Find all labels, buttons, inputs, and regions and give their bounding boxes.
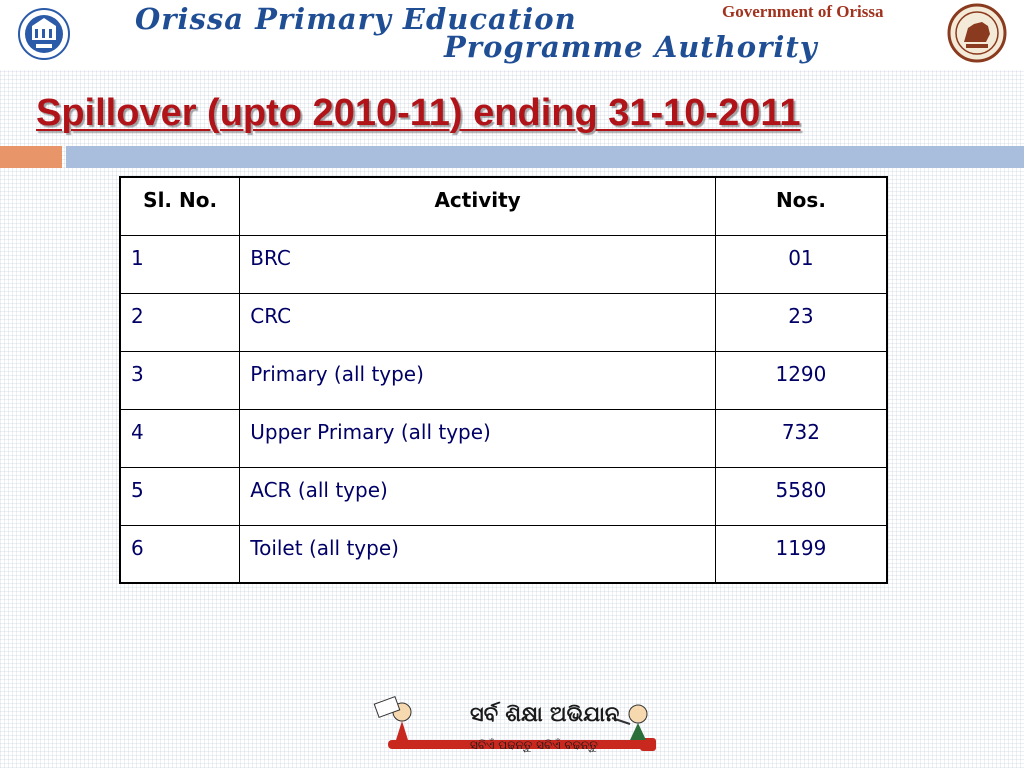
activity-table [119, 176, 888, 584]
cell-activity: Toilet (all type) [240, 525, 716, 583]
table-row [120, 293, 887, 351]
cell-sl-no: 5 [120, 467, 240, 525]
title-rule-accent [0, 146, 62, 168]
cell-nos: 23 [715, 293, 887, 351]
table-row [120, 525, 887, 583]
cell-sl-no: 4 [120, 409, 240, 467]
cell-sl-no: 3 [120, 351, 240, 409]
table-header-row [120, 177, 887, 235]
cell-sl-no: 2 [120, 293, 240, 351]
cell-nos: 1290 [715, 351, 887, 409]
cell-activity: Primary (all type) [240, 351, 716, 409]
table-row [120, 351, 887, 409]
cell-activity: CRC [240, 293, 716, 351]
cell-sl-no: 1 [120, 235, 240, 293]
footer-logo-tagline: ସବିଏଁ ପଢନ୍ତୁ ସବିଏଁ ବଢନ୍ତୁ [470, 738, 598, 752]
title-rule [66, 146, 1024, 168]
table-row [120, 409, 887, 467]
cell-nos: 732 [715, 409, 887, 467]
org-name-line2: Programme Authority [444, 30, 818, 64]
cell-activity: Upper Primary (all type) [240, 409, 716, 467]
table-row [120, 235, 887, 293]
slide-title: Spillover (upto 2010-11) ending 31-10-2011 [36, 92, 801, 134]
column-header-activity: Activity [240, 177, 716, 235]
org-name-line1: Orissa Primary Education [135, 2, 577, 36]
cell-nos: 01 [715, 235, 887, 293]
footer-logo-title: ସର୍ବ ଶିକ୍ଷା ଅଭିଯାନ [470, 702, 620, 726]
reading-child-icon [374, 697, 411, 740]
cell-sl-no: 6 [120, 525, 240, 583]
table-row [120, 467, 887, 525]
cell-activity: BRC [240, 235, 716, 293]
column-header-nos: Nos. [715, 177, 887, 235]
cell-nos: 5580 [715, 467, 887, 525]
cell-activity: ACR (all type) [240, 467, 716, 525]
header-banner [0, 0, 1024, 70]
column-header-sl-no: Sl. No. [120, 177, 240, 235]
opepa-logo-icon [18, 6, 70, 62]
cell-nos: 1199 [715, 525, 887, 583]
state-emblem-icon [944, 2, 1010, 64]
government-label: Government of Orissa [722, 2, 884, 21]
